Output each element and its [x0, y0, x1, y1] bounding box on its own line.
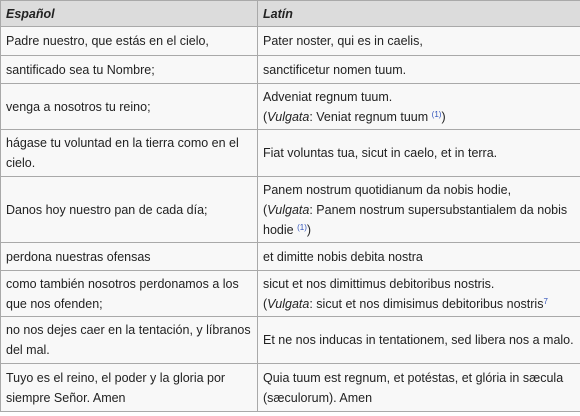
closing-paren: ) — [441, 109, 446, 124]
spanish-cell: Padre nuestro, que estás en el cielo, — [1, 27, 258, 56]
table-row — [1, 27, 580, 56]
spanish-cell: Danos hoy nuestro pan de cada día; — [1, 177, 258, 243]
latin-cell: et dimitte nobis debita nostra — [258, 243, 580, 271]
table-row — [1, 177, 580, 243]
spanish-cell: hágase tu voluntad en la tierra como en el cielo. — [1, 130, 258, 177]
footnote-link[interactable]: (1) — [431, 109, 442, 119]
latin-line: Adveniat regnum tuum. — [263, 89, 393, 104]
latin-cell: Et ne nos inducas in tentationem, sed libera nos a malo. — [258, 317, 580, 364]
table-row — [1, 56, 580, 84]
latin-line: Panem nostrum quotidianum da nobis hodie, — [263, 182, 512, 197]
vulgata-variant: (Vulgata: Panem nostrum supersubstantialem da nobis hodie $^{(1)}$) — [263, 202, 568, 237]
closing-paren: ) — [306, 222, 312, 237]
spanish-cell: Tuyo es el reino, el poder y la gloria por siempre Señor. Amen — [1, 364, 258, 412]
column-header-latin: Latín — [258, 1, 580, 27]
column-header-spanish: Español — [1, 1, 258, 27]
vulgata-label: Vulgata — [267, 202, 310, 217]
table-row — [1, 317, 580, 364]
spanish-cell: venga a nosotros tu reino; — [1, 84, 258, 130]
latin-cell — [258, 84, 580, 130]
footnote-link[interactable]: 7 — [543, 296, 548, 306]
vulgata-label: Vulgata — [267, 109, 310, 124]
latin-cell: sanctificetur nomen tuum. — [258, 56, 580, 84]
spanish-cell: como también nosotros perdonamos a los que nos ofenden; — [1, 271, 258, 317]
table-row — [1, 130, 580, 177]
latin-cell: Pater noster, qui es in caelis, — [258, 27, 580, 56]
vulgata-text: : Panem nostrum supersubstantialem da nobis hodie — [263, 202, 568, 237]
latin-cell: Quia tuum est regnum, et potéstas, et glória in sæcula (sæculorum). Amen — [258, 364, 580, 412]
footnote-link[interactable]: (1) — [297, 222, 307, 232]
table-row — [1, 243, 580, 271]
latin-cell — [258, 271, 580, 317]
vulgata-text: : Veniat regnum tuum — [309, 109, 429, 124]
spanish-cell: no nos dejes caer en la tentación, y líbranos del mal. — [1, 317, 258, 364]
latin-cell — [258, 177, 580, 243]
spanish-cell: perdona nuestras ofensas — [1, 243, 258, 271]
table-header-row — [1, 1, 580, 27]
table-row — [1, 84, 580, 130]
spanish-cell: santificado sea tu Nombre; — [1, 56, 258, 84]
vulgata-text: : sicut et nos dimisimus debitoribus nostris — [309, 296, 544, 311]
vulgata-variant: (Vulgata: sicut et nos dimisimus debitoribus nostris$^7$ — [263, 296, 548, 311]
latin-line: sicut et nos dimittimus debitoribus nostris. — [263, 276, 495, 291]
vulgata-label: Vulgata — [267, 296, 310, 311]
vulgata-variant: (Vulgata: Veniat regnum tuum $^{(1)}$) — [263, 109, 446, 124]
table-row — [1, 271, 580, 317]
table-row — [1, 364, 580, 412]
latin-cell: Fiat voluntas tua, sicut in caelo, et in terra. — [258, 130, 580, 177]
